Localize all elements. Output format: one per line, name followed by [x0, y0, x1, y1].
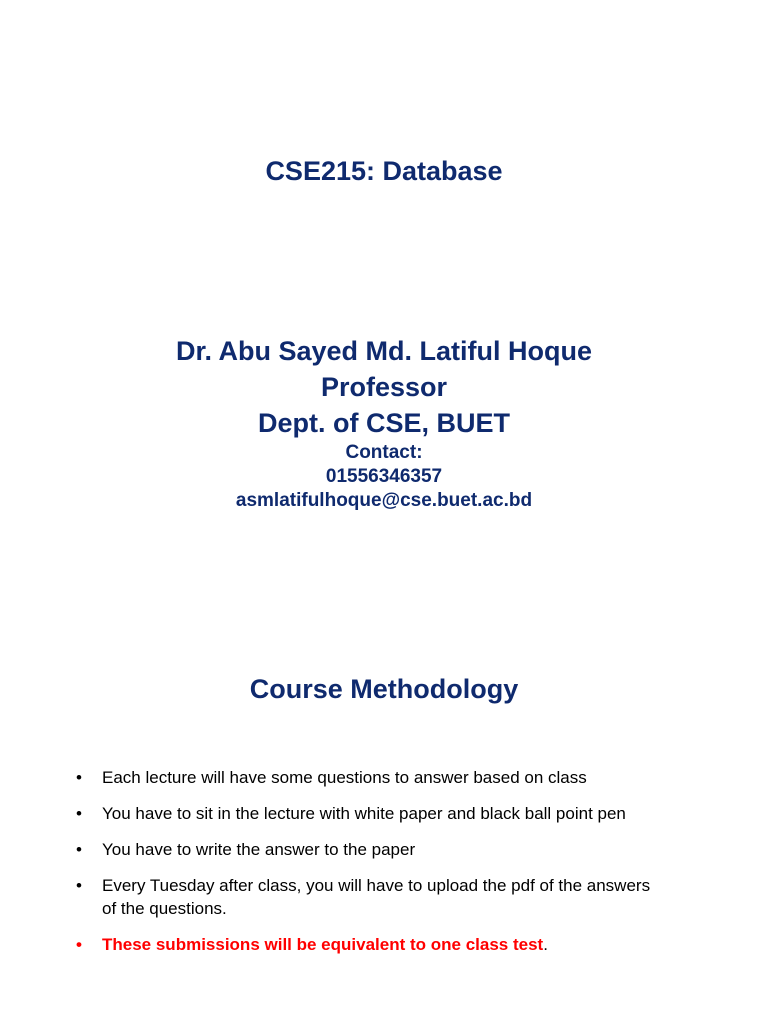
- contact-phone: 01556346357: [325, 466, 443, 487]
- author-block: [0, 333, 768, 513]
- bullet-marker: •: [76, 768, 82, 787]
- author-department: Dept. of CSE, BUET: [257, 408, 510, 438]
- bullet-marker: •: [76, 840, 82, 859]
- bullet-item: [0, 766, 768, 789]
- bullet-text: Each lecture will have some questions to answer based on class: [102, 768, 587, 787]
- emphasis-text: These submissions will be equivalent to one class test: [102, 935, 544, 954]
- bullet-item-emphasis: [0, 933, 768, 956]
- bullet-text: You have to write the answer to the paper: [102, 840, 416, 859]
- bullet-marker: •: [76, 876, 82, 895]
- bullet-item: [0, 874, 768, 920]
- methodology-bullet-list: [0, 766, 768, 969]
- bullet-item: [0, 838, 768, 861]
- bullet-trailing-period: .: [543, 935, 548, 954]
- author-name: Dr. Abu Sayed Md. Latiful Hoque: [175, 336, 593, 366]
- author-role: Professor: [320, 372, 448, 402]
- course-title: CSE215: Database: [265, 156, 503, 186]
- bullet-text: Every Tuesday after class, you will have to upload the pdf of the answers of the questions.: [102, 876, 651, 918]
- contact-email: asmlatifulhoque@cse.buet.ac.bd: [235, 490, 533, 511]
- bullet-marker: •: [76, 935, 82, 954]
- contact-label: Contact:: [345, 442, 423, 463]
- bullet-text: You have to sit in the lecture with white paper and black ball point pen: [102, 804, 626, 823]
- bullet-marker: •: [76, 804, 82, 823]
- methodology-title: Course Methodology: [249, 674, 519, 704]
- bullet-item: [0, 802, 768, 825]
